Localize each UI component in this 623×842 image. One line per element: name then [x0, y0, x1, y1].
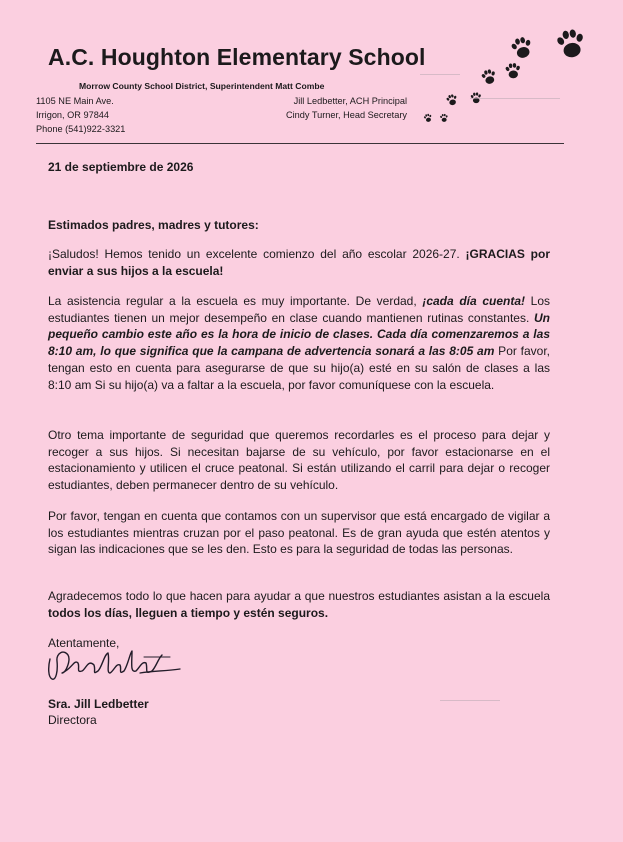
school-address [36, 94, 125, 137]
address-line: 1105 NE Main Ave. [36, 96, 114, 106]
address-line: Irrigon, OR 97844 [36, 110, 110, 121]
signer-name: Sra. Jill Ledbetter [48, 697, 149, 711]
staff-list [286, 94, 407, 122]
phone-line: Phone (541)922-3321 [36, 124, 126, 135]
every-day-counts: ¡cada día cuenta! [422, 294, 525, 308]
scan-speck [420, 74, 460, 75]
paw-print-icon [414, 22, 614, 132]
handwritten-signature [44, 645, 184, 685]
greeting: Estimados padres, madres y tutores: [48, 218, 259, 232]
paragraph-supervisor: Por favor, tengan en cuenta que contamos con un supervisor que está encargado de vigilar a los estudiantes mientras cruzan por el paso peatonal. Es de gran ayuda que estén atentos y sigan las indicaciones que se les den. Esto es para la seguridad de todas las personas. [48, 509, 550, 557]
start-time-notice: Un pequeño cambio este año es la hora de inicio de clases. Cada día comenzaremos a las 8:10 am, lo que significa que la campana de advertencia sonará a las 8:05 am [48, 310, 550, 359]
school-name: A.C. Houghton Elementary School [48, 44, 426, 70]
paragraph-welcome: ¡Saludos! Hemos tenido un excelente comienzo del año escolar 2026-27. ¡GRACIAS por enviar a sus hijos a la escuela! [48, 247, 551, 278]
header-divider [36, 143, 564, 144]
paragraph-drop-off: Otro tema importante de seguridad que queremos recordarles es el proceso para dejar y recoger a sus hijos. Si necesitan bajarse de su vehículo, por favor estacionarse en el estacionamiento y utilicen el cruce peatonal. Si están utilizando el carril para dejar o recoger estudiantes, deben permanecer dentro de su vehículo. [48, 428, 550, 493]
attendance-emphasis: todos los días, lleguen a tiempo y estén seguros. [48, 605, 329, 620]
principal-line: Jill Ledbetter, ACH Principal [293, 96, 407, 106]
paragraph-thanks: Agradecemos todo lo que hacen para ayudar a que nuestros estudiantes asistan a la escuela todos los días, lleguen a tiempo y estén seguros. [48, 589, 550, 620]
district-line: Morrow County School District, Superintendent Matt Combe [79, 81, 325, 91]
thanks-emphasis: ¡GRACIAS por enviar a sus hijos a la escuela! [48, 247, 551, 278]
scan-speck [440, 700, 500, 701]
scan-speck [470, 98, 560, 99]
letter-date: 21 de septiembre de 2026 [48, 160, 194, 174]
closing: Atentamente, [48, 636, 120, 650]
secretary-line: Cindy Turner, Head Secretary [285, 110, 407, 121]
paragraph-attendance: La asistencia regular a la escuela es muy importante. De verdad, ¡cada día cuenta! Los estudiantes tienen un mejor desempeño en clase cuando mantienen rutinas constantes. Un pequeño cambio este año es la hora de inicio de clases. Cada día comenzaremos a las 8:10 am, lo que significa que la campana de advertencia sonará a las 8:05 am Por favor, tengan esto en cuenta para asegurarse de que su hijo(a) esté en su salón de clases a las 8:10 am Si su hijo(a) va a faltar a la escuela, por favor comuníquese con la escuela. [48, 294, 550, 392]
signer-title: Directora [48, 713, 97, 727]
